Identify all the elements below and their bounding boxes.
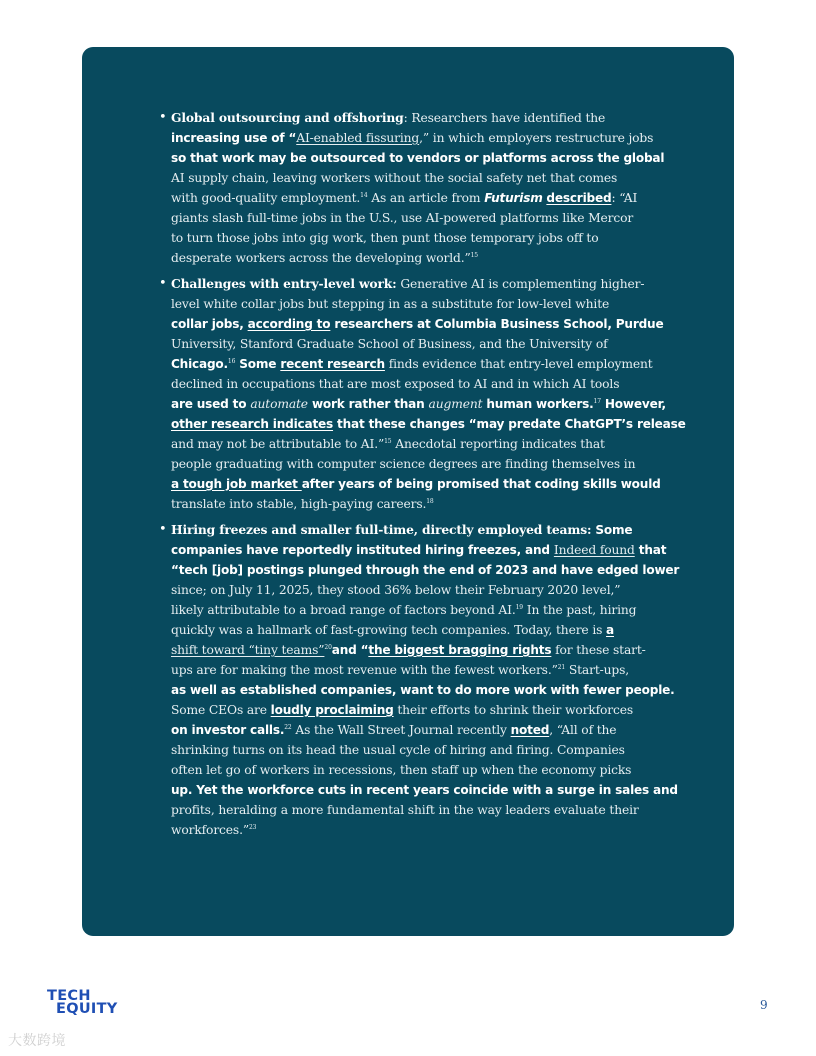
footnote-ref: 18 <box>426 498 434 505</box>
text-line <box>171 434 683 454</box>
text-run: , “All of the <box>549 723 617 737</box>
text-run: companies have reportedly instituted hiring freezes, and <box>171 543 554 557</box>
text-run: researchers at Columbia Business School, Purdue <box>330 317 664 331</box>
text-run: as well as established companies, want to do more work with fewer people. <box>171 683 675 697</box>
text-run: workforces.” <box>171 823 249 837</box>
text-run: after years of being promised that coding skills would <box>301 477 661 491</box>
text-run: level white collar jobs but stepping in as a substitute for low-level white <box>171 297 610 311</box>
text-run: often let go of workers in recessions, then staff up when the economy picks <box>171 763 632 777</box>
inline-link[interactable]: AI-enabled fissuring <box>296 131 420 145</box>
text-run: As the Wall Street Journal recently <box>291 723 511 737</box>
text-run: ups are for making the most revenue with the fewest workers.” <box>171 663 558 677</box>
text-run: Global outsourcing and offshoring <box>171 110 404 125</box>
bullet-item <box>171 108 683 268</box>
text-line <box>171 354 683 374</box>
footnote-ref: 14 <box>360 192 368 199</box>
text-line <box>171 640 683 660</box>
text-line <box>171 314 683 334</box>
inline-link[interactable]: noted <box>510 723 550 737</box>
text-run: ,” in which employers restructure jobs <box>419 131 654 145</box>
text-line <box>171 660 683 680</box>
text-run: and may not be attributable to AI.” <box>171 437 385 451</box>
footnote-ref: 20 <box>324 644 332 651</box>
text-line <box>171 188 683 208</box>
text-line <box>171 760 683 780</box>
text-line <box>171 780 683 800</box>
inline-link[interactable]: recent research <box>280 357 385 371</box>
text-run: translate into stable, high-paying careers. <box>171 497 427 511</box>
inline-link[interactable]: described <box>546 191 612 205</box>
text-run: Futurism <box>484 191 543 205</box>
text-run: : “AI <box>611 191 638 205</box>
text-run: declined in occupations that are most exposed to AI and in which AI tools <box>171 377 620 391</box>
text-run: profits, heralding a more fundamental shift in the way leaders evaluate their <box>171 803 639 817</box>
text-line <box>171 334 683 354</box>
footnote-ref: 16 <box>227 358 236 365</box>
text-run: As an article from <box>367 191 485 205</box>
text-run: and “ <box>331 643 369 657</box>
inline-link[interactable]: according to <box>247 317 331 331</box>
tech-equity-logo <box>47 990 118 1015</box>
text-run: are used to <box>171 397 251 411</box>
text-line <box>171 394 683 414</box>
text-run: Some CEOs are <box>171 703 271 717</box>
bullet-item <box>171 274 686 514</box>
bullet-item <box>171 520 683 840</box>
text-run: Start-ups, <box>565 663 630 677</box>
text-line <box>171 580 683 600</box>
footnote-ref: 17 <box>593 398 601 405</box>
text-run: quickly was a hallmark of fast-growing tech companies. Today, there is <box>171 623 607 637</box>
text-line <box>171 128 683 148</box>
footnote-ref: 23 <box>248 824 257 831</box>
text-run: Chicago. <box>171 357 228 371</box>
text-run: However, <box>600 397 666 411</box>
inline-link[interactable]: shift toward “tiny teams” <box>171 643 325 657</box>
text-run: automate <box>250 397 308 411</box>
text-run: up. Yet the workforce cuts in recent years coincide with a surge in sales and <box>171 783 678 797</box>
text-run: work rather than <box>307 397 429 411</box>
text-run: likely attributable to a broad range of factors beyond AI. <box>171 603 516 617</box>
text-line <box>171 820 683 840</box>
text-line <box>171 800 683 820</box>
text-run: AI supply chain, leaving workers without the social safety net that comes <box>171 171 618 185</box>
text-run: : Researchers have identified the <box>403 111 606 125</box>
text-line <box>171 274 683 294</box>
text-run: Some <box>235 357 281 371</box>
text-line <box>171 720 683 740</box>
text-line <box>171 740 683 760</box>
text-line <box>171 540 683 560</box>
watermark: 大数跨境 <box>8 1033 66 1049</box>
text-line <box>171 228 683 248</box>
text-line <box>171 454 683 474</box>
text-run: giants slash full-time jobs in the U.S., use AI-powered platforms like Mercor <box>171 211 634 225</box>
logo-line-1: TECH <box>47 988 91 1004</box>
text-run: increasing use of “ <box>171 131 297 145</box>
footnote-ref: 21 <box>557 664 566 671</box>
text-run: so that work may be outsourced to vendors or platforms across the global <box>171 151 665 165</box>
text-run: collar jobs, <box>171 317 248 331</box>
text-run: “tech [job] postings plunged through the end of 2023 and have edged lower <box>171 563 680 577</box>
text-run: that <box>634 543 667 557</box>
text-run: desperate workers across the developing world.” <box>171 251 471 265</box>
footnote-ref: 19 <box>515 604 523 611</box>
text-run: University, Stanford Graduate School of Business, and the University of <box>171 337 608 351</box>
text-line <box>171 148 683 168</box>
text-run: people graduating with computer science degrees are finding themselves in <box>171 457 636 471</box>
text-run: their efforts to shrink their workforces <box>393 703 634 717</box>
text-line <box>171 700 683 720</box>
text-run: Challenges with entry-level work: <box>171 276 397 291</box>
footnote-ref: 15 <box>384 438 392 445</box>
text-line <box>171 494 683 514</box>
inline-link[interactable]: loudly proclaiming <box>270 703 394 717</box>
text-run: Hiring freezes and smaller full-time, directly employed teams: <box>171 522 592 537</box>
bullet-list <box>171 108 686 846</box>
inline-link[interactable]: other research indicates <box>171 417 334 431</box>
text-run: augment <box>428 397 483 411</box>
text-line <box>171 520 683 540</box>
text-line <box>171 414 686 434</box>
inline-link[interactable]: Indeed found <box>553 543 635 557</box>
footnote-ref: 15 <box>470 252 478 259</box>
text-run: human workers. <box>482 397 594 411</box>
text-run: since; on July 11, 2025, they stood 36% below their February 2020 level,” <box>171 583 621 597</box>
text-line <box>171 680 683 700</box>
text-line <box>171 474 683 494</box>
text-line <box>171 600 683 620</box>
text-run: that these changes “may predate ChatGPT’s release <box>333 417 686 431</box>
text-line <box>171 168 683 188</box>
inline-link[interactable]: a <box>606 623 614 637</box>
page-number: 9 <box>760 998 768 1012</box>
text-line <box>171 294 683 314</box>
text-run: on investor calls. <box>171 723 285 737</box>
text-run: for these start- <box>551 643 646 657</box>
footnote-ref: 22 <box>284 724 292 731</box>
text-run: Some <box>591 523 633 537</box>
text-line <box>171 108 683 128</box>
text-run: to turn those jobs into gig work, then punt those temporary jobs off to <box>171 231 599 245</box>
text-line <box>171 208 683 228</box>
inline-link[interactable]: the biggest bragging rights <box>368 643 552 657</box>
text-line <box>171 620 683 640</box>
inline-link[interactable]: a tough job market <box>171 477 302 491</box>
text-run: Anecdotal reporting indicates that <box>391 437 605 451</box>
text-line <box>171 560 683 580</box>
logo-line-2: EQUITY <box>56 1000 118 1017</box>
text-line <box>171 374 683 394</box>
text-line <box>171 248 683 268</box>
text-run: In the past, hiring <box>522 603 637 617</box>
text-run: shrinking turns on its head the usual cycle of hiring and firing. Companies <box>171 743 625 757</box>
text-run: finds evidence that entry-level employment <box>384 357 653 371</box>
text-run: with good-quality employment. <box>171 191 361 205</box>
text-run: Generative AI is complementing higher- <box>396 277 645 291</box>
